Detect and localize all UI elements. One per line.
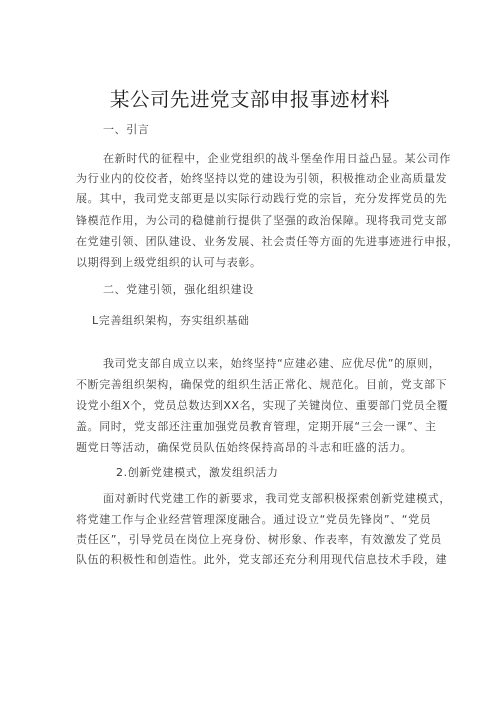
paragraph-line: 锋模范作用，为公司的稳健前行提供了坚强的政治保障。现将我司党支部 bbox=[76, 214, 448, 227]
subheading-innovation: 2.创新党建模式，激发组织活力 bbox=[116, 466, 279, 479]
paragraph-line: 为行业内的佼佼者，始终坚持以党的建设为引领，积极推动企业高质量发 bbox=[76, 172, 448, 185]
paragraph-line: 我司党支部自成立以来，始终坚持“应建必建、应优尽优”的原则， bbox=[103, 357, 441, 370]
paragraph-line: 展。其中，我司党支部更是以实际行动践行党的宗旨，充分发挥党员的先 bbox=[76, 192, 448, 205]
document-title: 某公司先进党支部申报事迹材料 bbox=[109, 88, 390, 111]
paragraph-line: 不断完善组织架构，确保党的组织生活正常化、规范化。目前，党支部下 bbox=[76, 378, 448, 391]
paragraph-line: 题党日等活动，确保党员队伍始终保持高昂的斗志和旺盛的活力。 bbox=[76, 441, 413, 454]
paragraph-line: 面对新时代党建工作的新要求，我司党支部积极探索创新党建模式， bbox=[103, 492, 451, 505]
paragraph-line: 以期得到上级党组织的认可与表彰。 bbox=[76, 256, 262, 269]
paragraph-line: 盖。同时，党支部还注重加强党员教育管理，定期开展“三会一课”、主 bbox=[76, 420, 437, 433]
paragraph-line: 队伍的积极性和创造性。此外，党支部还充分利用现代信息技术手段，建 bbox=[76, 553, 448, 566]
heading-introduction: 一、引言 bbox=[103, 123, 150, 136]
paragraph-line: 将党建工作与企业经营管理深度融合。通过设立“党员先锋岗”、“党员 bbox=[76, 513, 432, 526]
heading-party-building: 二、党建引领，强化组织建设 bbox=[103, 283, 254, 296]
paragraph-line: 在党建引领、团队建设、业务发展、社会责任等方面的先进事迹进行申报， bbox=[76, 235, 459, 248]
paragraph-line: 在新时代的征程中，企业党组织的战斗堡垒作用日益凸显。某公司作 bbox=[103, 152, 451, 165]
paragraph-line: 设党小组X个，党员总数达到XX名，实现了关键岗位、重要部门党员全覆 bbox=[76, 399, 449, 412]
paragraph-line: 责任区”，引导党员在岗位上亮身份、树形象、作表率，有效激发了党员 bbox=[76, 533, 442, 546]
subheading-organization: L完善组织架构，夯实组织基础 bbox=[92, 314, 250, 327]
